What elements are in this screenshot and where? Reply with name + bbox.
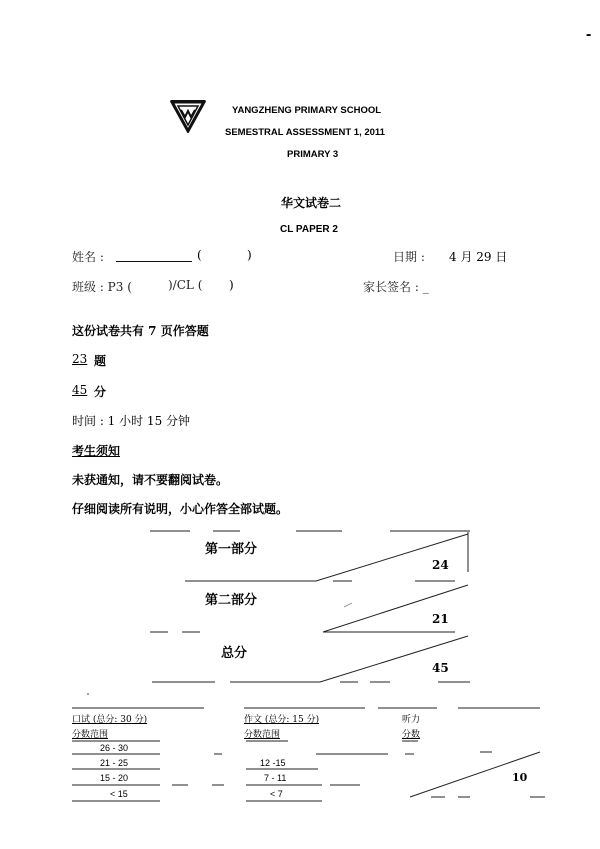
date-label: 日期 :: [393, 250, 425, 264]
notice-line-1: 未获通知，请不要翻阅试卷。: [72, 473, 229, 487]
class-paren-close: ): [229, 278, 234, 292]
section-2-label: 第二部分: [205, 593, 258, 608]
paper-title-en: CL PAPER 2: [280, 224, 338, 235]
composition-header: 作文 (总分: 15 分): [244, 715, 320, 725]
oral-range-1: 26 - 30: [100, 743, 129, 753]
oral-header: 口试 (总分: 30 分): [72, 715, 148, 725]
class-cl-label: )/CL (: [168, 278, 203, 292]
listening-score-heading: 分数: [402, 730, 421, 740]
page-count-text: 这份试卷共有 7 页作答题: [72, 324, 209, 338]
oral-range-3: 15 - 20: [100, 773, 129, 783]
time-text: 时间 : 1 小时 15 分钟: [72, 414, 191, 428]
parent-signature-label: 家长签名 : _: [363, 280, 429, 294]
name-label: 姓名 :: [72, 250, 104, 264]
composition-range-1: 12 -15: [260, 758, 286, 768]
section-2-score: 21: [432, 612, 449, 626]
oral-range-2: 21 - 25: [100, 758, 129, 768]
marks-unit: 分: [94, 385, 107, 399]
marks-count: 45: [72, 383, 88, 397]
class-label: 班级 : P3 (: [72, 280, 132, 294]
oral-range-heading: 分数范围: [72, 730, 109, 740]
paper-title-cn: 华文试卷二: [281, 196, 342, 210]
section-1-score: 24: [432, 558, 449, 572]
school-name: YANGZHENG PRIMARY SCHOOL: [232, 105, 382, 116]
question-count: 23: [72, 352, 88, 366]
total-score: 45: [432, 661, 449, 675]
name-paren-open: (: [197, 248, 202, 262]
notice-line-2: 仔细阅读所有说明，小心作答全部试题。: [72, 502, 289, 516]
primary-level: PRIMARY 3: [287, 149, 339, 160]
total-label: 总分: [221, 646, 248, 661]
assessment-title: SEMESTRAL ASSESSMENT 1, 2011: [225, 127, 385, 138]
section-1-label: 第一部分: [205, 542, 258, 557]
composition-range-3: < 7: [270, 789, 283, 799]
composition-range-heading: 分数范围: [244, 730, 281, 740]
listening-score: 10: [512, 771, 528, 784]
oral-range-4: < 15: [110, 789, 128, 799]
date-value: 4 月 29 日: [449, 250, 508, 264]
question-unit: 题: [94, 354, 107, 368]
notice-heading: 考生须知: [72, 444, 121, 458]
listening-header: 听力: [402, 715, 421, 725]
name-paren-close: ): [247, 248, 252, 262]
composition-range-2: 7 - 11: [264, 773, 287, 783]
corner-mark: -: [586, 26, 592, 43]
